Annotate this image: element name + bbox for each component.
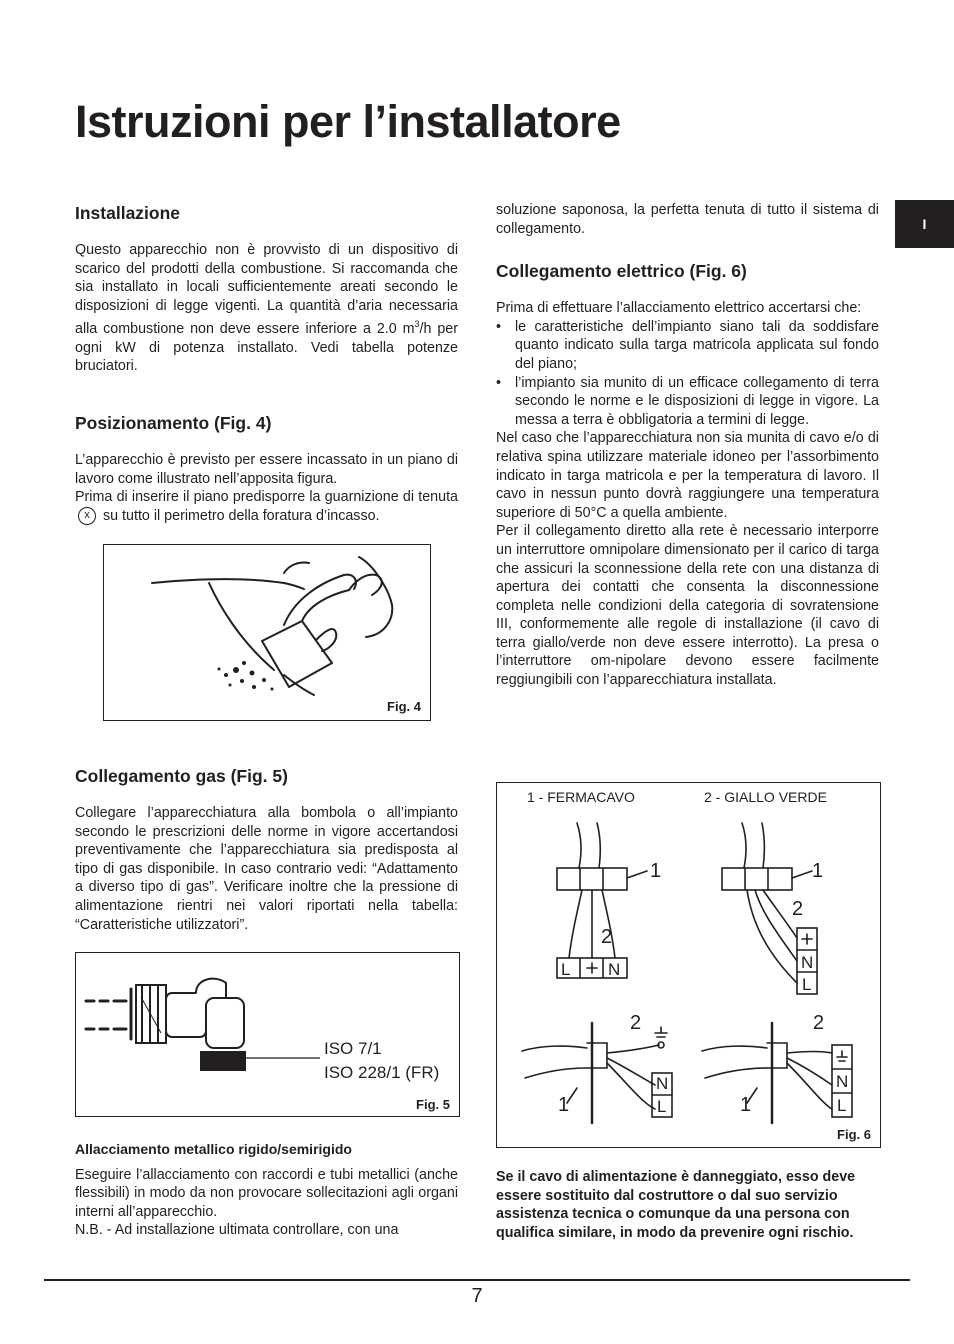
fig4-arm	[359, 557, 392, 637]
fig5-iso-1: ISO 7/1	[324, 1039, 382, 1058]
installazione-section	[75, 202, 458, 376]
fig4-thumb	[316, 629, 336, 651]
fig6-tr-term-N: N	[801, 953, 814, 972]
elettrico-heading: Collegamento elettrico (Fig. 6)	[496, 261, 747, 282]
fig6-br-earth-mark	[837, 1051, 847, 1061]
fig4-crumb	[242, 661, 246, 665]
fig4-crumb	[262, 678, 266, 682]
fig6-bl-term-L: L	[657, 1097, 667, 1116]
seal-x-symbol: x	[78, 507, 96, 525]
language-tab	[895, 200, 954, 248]
cavo-para: Nel caso che l’apparecchiatura non sia munita di cavo e/o di relativa spina utilizzare materiale idoneo per l’assorbimento indicato in targa matricola e per la temperatura di lavoro. Il cavo in nessun punto dovrà raggiungere una temperatura superiore di 50°C a quella ambiente.	[496, 430, 879, 521]
fig6-legend-giallo-verde: 2 - GIALLO VERDE	[704, 789, 827, 805]
fig6-br-term-L: L	[837, 1096, 847, 1115]
fig6-bl-cable	[522, 1046, 587, 1078]
fig5-fitting	[136, 979, 244, 1048]
checklist-item: • le caratteristiche dell’impianto siano tali da soddisfare quanto indicato sulla targa matricola applicata sul fondo del piano;	[515, 318, 879, 374]
fig6-tl-leader-1	[627, 871, 647, 878]
fig6-br-num-2: 2	[813, 1012, 825, 1034]
fig4-hand-back	[284, 575, 356, 625]
fig4-crumb	[233, 667, 239, 673]
fig6-tl-clamp-dividers	[580, 868, 603, 890]
fig6-bl-clamp	[587, 1043, 607, 1068]
fig5-label: Fig. 5	[416, 1097, 450, 1112]
checklist-item: • l’impianto sia munito di un efficace collegamento di terra secondo le norme e le disposizioni di legge in vigore. La messa a terra è obbligatoria a termini di legge.	[515, 374, 879, 430]
fig6-bl-term-N: N	[656, 1074, 669, 1093]
posizionamento-para2-a: Prima di inserire il piano predisporre la guarnizione di tenuta	[75, 489, 458, 506]
fig6-bl-earth-symbol	[655, 1027, 667, 1037]
fig4-worktop-cut	[209, 583, 274, 670]
allacciamento-section	[75, 1140, 458, 1240]
fig6-tl-earth-mark	[587, 963, 597, 973]
posizionamento-para2-b: su tutto il perimetro della foratura d’incasso.	[102, 507, 380, 524]
posizionamento-heading: Posizionamento (Fig. 4)	[75, 413, 272, 433]
fig5-body	[166, 993, 206, 1037]
fig6-br-wires	[787, 1052, 832, 1110]
fig5-thread	[200, 1051, 246, 1071]
posizionamento-para2	[75, 488, 458, 525]
fig6-bl-num-2: 2	[630, 1012, 642, 1034]
fig6-tr-term-L: L	[802, 975, 812, 994]
fig6-br-cable	[702, 1046, 767, 1078]
installazione-heading: Installazione	[75, 203, 181, 223]
fig6-tr-leader-1	[792, 871, 812, 878]
fig6-legend-fermacavo: 1 - FERMACAVO	[527, 789, 635, 805]
fig4-crumb	[252, 685, 256, 689]
fig4-crumb	[229, 684, 232, 687]
fig6-tr-wires	[747, 890, 797, 983]
fig4-wrist	[284, 562, 309, 573]
footer-rule	[44, 1279, 910, 1281]
fig6-tr-cable	[742, 823, 764, 868]
rete-para: Per il collegamento diretto alla rete è necessario interporre un interruttore omnipolare dimensionato per il carico di targa che assicuri la sconnessione della rete con una distanza di apertura dei contatti che consenta la disconnessione completa nelle condizioni della categoria di sovratensione III, conformemente alle regole di installazione (il cavo di terra giallo/verde non deve essere interrotto). La presa o l’interruttore om-nipolare devono essere facilmente reggiungibili con l’apparecchiatura installata.	[496, 523, 879, 689]
installazione-text	[75, 241, 458, 376]
fig4-scraper-blade	[262, 621, 332, 687]
fig6-tr-num-2: 2	[792, 898, 804, 920]
fig4-crumb	[224, 673, 228, 677]
allacciamento-nb: N.B. - Ad installazione ultimata controllare, con una	[75, 1222, 399, 1239]
posizionamento-para1: L’apparecchio è previsto per essere incassato in un piano di lavoro come illustrato nell’apposita figura.	[75, 452, 458, 487]
fig6-br-clamp	[767, 1043, 787, 1068]
fig5-elbow-body	[206, 998, 244, 1048]
figure-4	[103, 544, 431, 721]
fig6-br-num-1: 1	[740, 1094, 752, 1116]
fig4-debris	[218, 661, 274, 691]
elettrico-intro: Prima di effettuare l’allacciamento elettrico accertarsi che:	[496, 300, 862, 317]
right-column-top	[496, 201, 879, 690]
fig6-tr-clamp-dividers	[745, 868, 768, 890]
installazione-text-b: /h per ogni kW di potenza installato. Vedi tabella potenze bruciatori.	[75, 321, 458, 375]
continuation-text: soluzione saponosa, la perfetta tenuta di tutto il sistema di collegamento.	[496, 202, 879, 237]
fig6-tl-num-1: 1	[650, 860, 662, 882]
fig4-crumb	[240, 679, 244, 683]
fig6-tl-term-L: L	[561, 960, 571, 979]
warning-section	[496, 1168, 879, 1242]
allacciamento-heading: Allacciamento metallico rigido/semirigido	[75, 1141, 352, 1157]
fig4-crumb	[218, 668, 221, 671]
cable-warning: Se il cavo di alimentazione è danneggiato, esso deve essere sostituito dal costruttore o dal suo servizio assistenza tecnica o comunque da una persona con qualifica similare, in modo da prevenire ogni rischio.	[496, 1169, 856, 1241]
fig4-hand-palm	[302, 590, 349, 621]
fig6-wiring-diagram	[497, 783, 880, 1147]
fig4-label: Fig. 4	[387, 699, 421, 714]
fig6-tr-clamp	[722, 868, 792, 890]
gas-para: Collegare l’apparecchiatura alla bombola o all’impianto secondo le prescrizioni delle norme in vigore accertandosi preventivamente che l’apparecchiatura sia predisposta al tipo di gas disponibile. In caso contrario vedi: “Adattamento a diverso tipo di gas”. Verificare inoltre che la pressione di alimentazione rientri nei valori riportati nella tabella: “Caratteristiche utilizzatori”.	[75, 805, 458, 933]
figure-6	[496, 782, 881, 1148]
fig6-tl-num-2: 2	[601, 926, 613, 948]
fig6-tr-earth-mark	[802, 934, 812, 944]
page-title: Istruzioni per l’installatore	[75, 96, 621, 147]
fig4-crumb	[250, 671, 255, 676]
elettrico-checklist	[496, 318, 879, 430]
page-number: 7	[471, 1285, 483, 1307]
fig6-tl-clamp	[557, 868, 627, 890]
fig4-crumb	[271, 688, 274, 691]
fig6-label: Fig. 6	[837, 1127, 871, 1142]
installazione-sup: 3	[414, 319, 420, 330]
fig6-tr-num-1: 1	[812, 860, 824, 882]
language-tab-label: I	[922, 216, 927, 232]
fig6-br-term-N: N	[836, 1072, 849, 1091]
fig4-illustration	[104, 545, 430, 720]
posizionamento-section	[75, 412, 458, 525]
fig6-tl-cable	[577, 823, 600, 868]
gas-section	[75, 765, 458, 934]
installazione-text-a: Questo apparecchio non è provvisto di un dispositivo di scarico del prodotti della combustione. Si raccomanda che sia installato in locali sufficientemente areati secondo le disposizioni di legge vigenti. La quantità d’aria necessaria alla combustione non deve essere inferiore a 2.0 m	[75, 242, 458, 338]
fig5-iso-2: ISO 228/1 (FR)	[324, 1063, 440, 1082]
fig6-tl-term-N: N	[608, 960, 621, 979]
fig4-worktop-edge	[152, 579, 304, 589]
allacciamento-para: Eseguire l’allacciamento con raccordi e tubi metallici (anche flessibili) in modo da non provocare sollecitazioni agli organi interni all’apparecchio.	[75, 1166, 458, 1220]
figure-5	[75, 952, 460, 1117]
gas-heading: Collegamento gas (Fig. 5)	[75, 766, 288, 786]
fig5-illustration	[76, 953, 459, 1116]
fig6-bl-num-1: 1	[558, 1094, 570, 1116]
